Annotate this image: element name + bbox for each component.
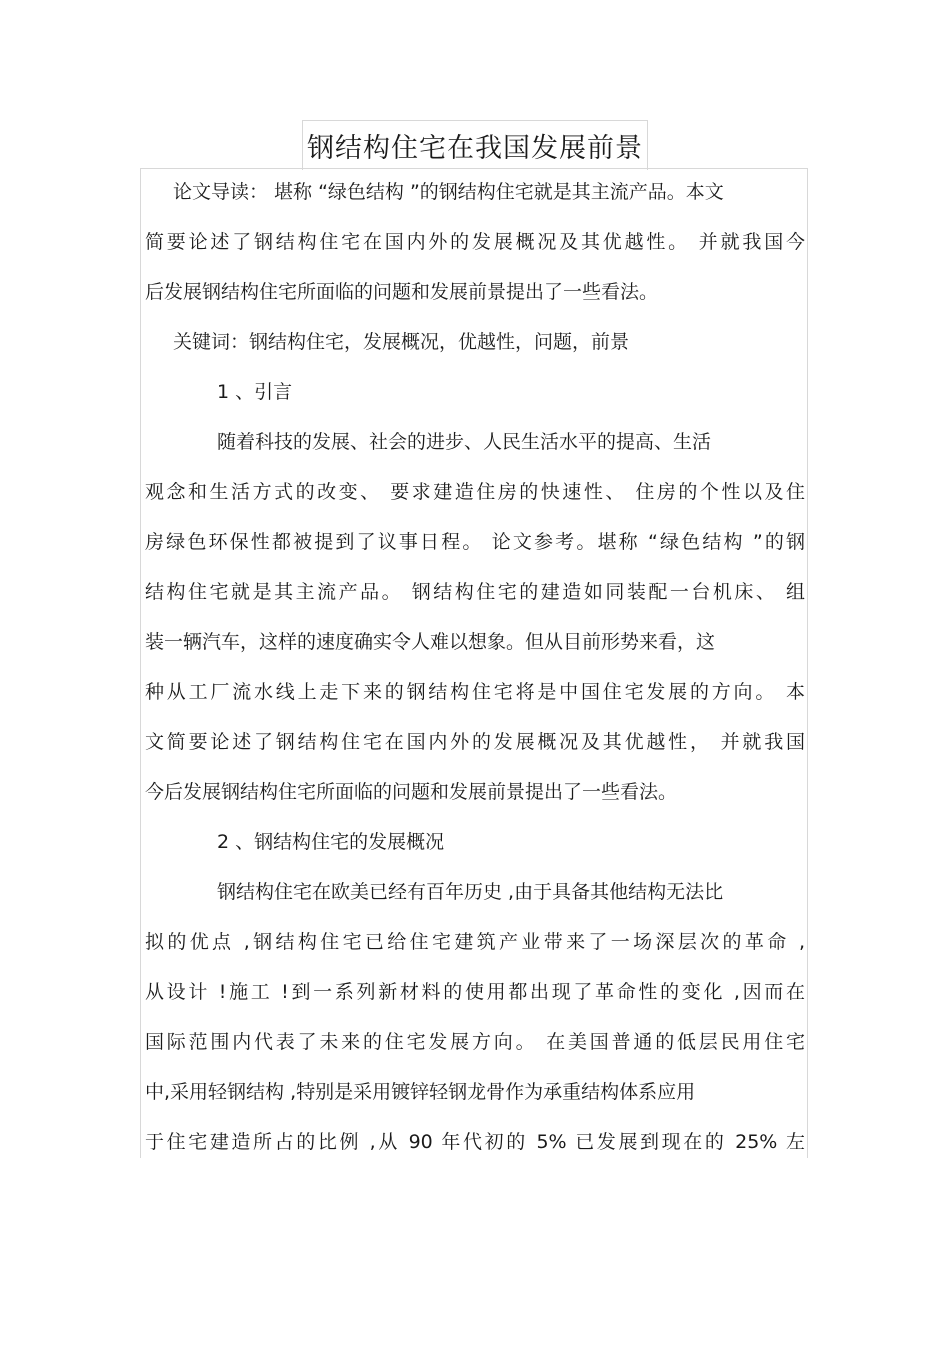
document-title: 钢结构住宅在我国发展前景 bbox=[307, 133, 643, 164]
keywords-line: 关键词：钢结构住宅，发展概况，优越性，问题，前景 bbox=[173, 331, 630, 353]
body-line-1: 随着科技的发展、社会的进步、人民生活水平的提高、生活 bbox=[217, 431, 712, 453]
body-line-11: 从设计 !施工 !到一系列新材料的使用都出现了革命性的变化 ,因而在 bbox=[145, 981, 805, 1003]
abstract-line-3: 后发展钢结构住宅所面临的问题和发展前景提出了一些看法。 bbox=[145, 281, 659, 303]
body-line-10: 拟的优点 ,钢结构住宅已给住宅建筑产业带来了一场深层次的革命 , bbox=[145, 931, 805, 953]
abstract-line-2: 简要论述了钢结构住宅在国内外的发展概况及其优越性。 并就我国今 bbox=[145, 231, 805, 253]
body-line-3: 房绿色环保性都被提到了议事日程。 论文参考。堪称 “绿色结构 ”的钢 bbox=[145, 531, 805, 553]
body-line-7: 文简要论述了钢结构住宅在国内外的发展概况及其优越性， 并就我国 bbox=[145, 731, 805, 753]
body-line-12: 国际范围内代表了未来的住宅发展方向。 在美国普通的低层民用住宅 bbox=[145, 1031, 805, 1053]
body-line-2: 观念和生活方式的改变、 要求建造住房的快速性、 住房的个性以及住 bbox=[145, 481, 805, 503]
body-line-13: 中,采用轻钢结构 ,特别是采用镀锌轻钢龙骨作为承重结构体系应用 bbox=[145, 1081, 696, 1103]
body-line-14: 于住宅建造所占的比例 ,从 90 年代初的 5% 已发展到现在的 25% 左 bbox=[145, 1131, 805, 1153]
section-heading-1: 1 、引言 bbox=[217, 381, 293, 403]
text-frame bbox=[140, 168, 808, 1158]
body-line-5: 装一辆汽车，这样的速度确实令人难以想象。但从目前形势来看，这 bbox=[145, 631, 716, 653]
body-line-9: 钢结构住宅在欧美已经有百年历史 ,由于具备其他结构无法比 bbox=[217, 881, 724, 903]
body-line-6: 种从工厂流水线上走下来的钢结构住宅将是中国住宅发展的方向。 本 bbox=[145, 681, 805, 703]
section-heading-2: 2 、钢结构住宅的发展概况 bbox=[217, 831, 445, 853]
body-line-8: 今后发展钢结构住宅所面临的问题和发展前景提出了一些看法。 bbox=[145, 781, 678, 803]
body-line-4: 结构住宅就是其主流产品。 钢结构住宅的建造如同装配一台机床、 组 bbox=[145, 581, 805, 603]
abstract-line-1: 论文导读： 堪称 “绿色结构 ”的钢结构住宅就是其主流产品。本文 bbox=[173, 181, 724, 203]
